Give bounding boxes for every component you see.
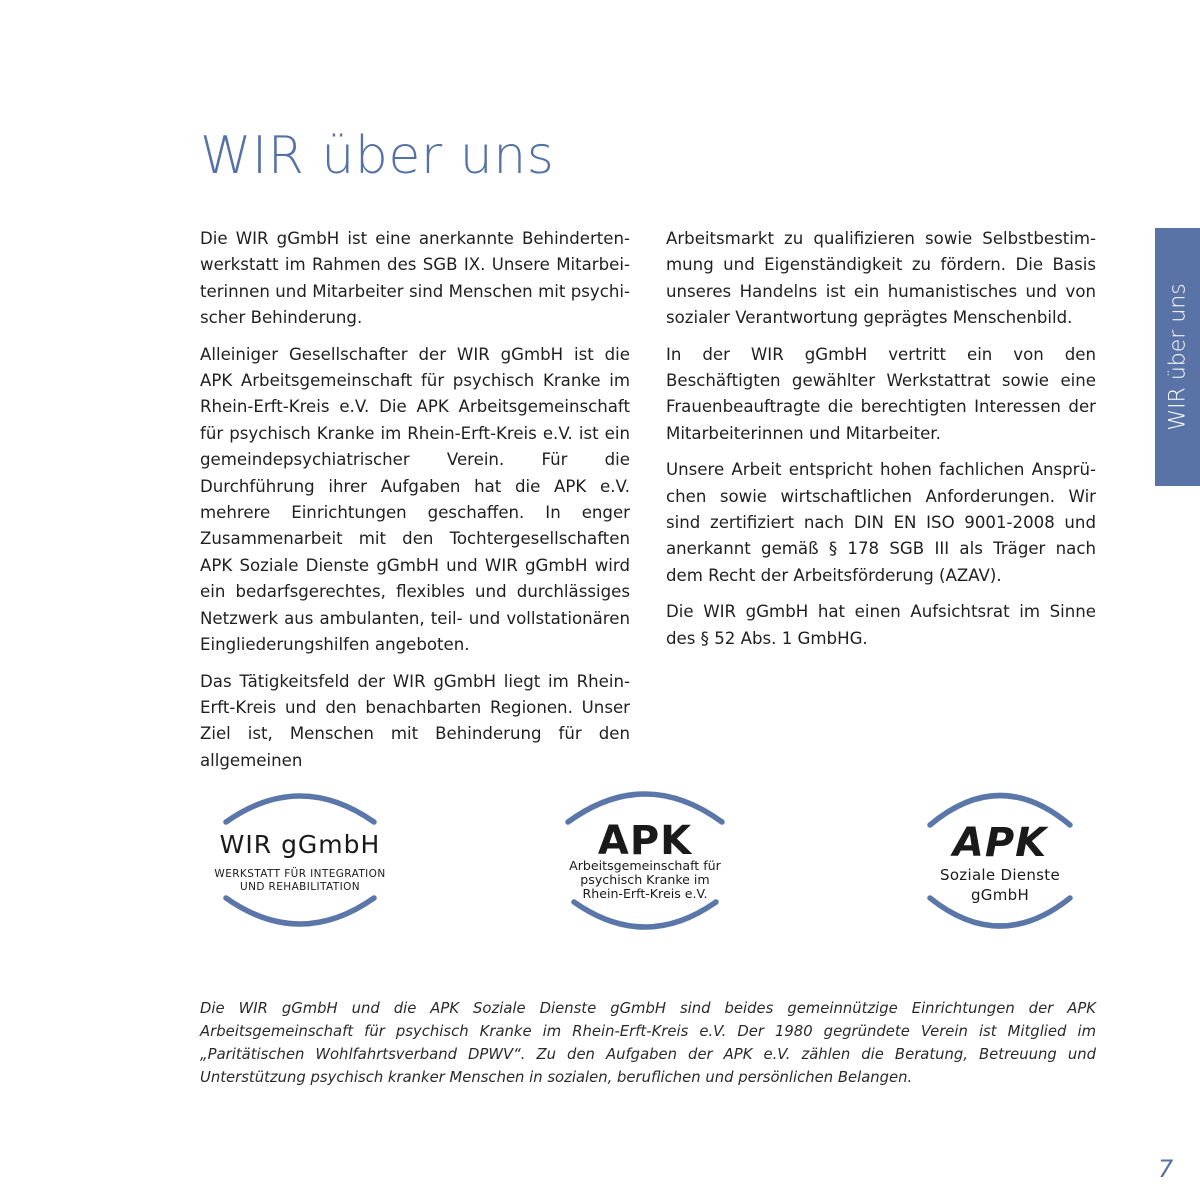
logo-subtitle-line: UND REHABILITATION xyxy=(239,881,360,893)
logo-subtitle-line: Rhein-Erft-Kreis e.V. xyxy=(582,886,708,901)
logo-subtitle xyxy=(920,865,1080,905)
logo-subtitle-line: Soziale Dienste xyxy=(940,866,1060,884)
paragraph: Die WIR gGmbH ist eine anerkannte Behindertenwerkstatt im Rahmen des SGB IX. Unsere Mitarbeiterinnen und Mitarbeiter sind Menschen mit psychischer Behinderung. xyxy=(200,229,630,328)
logo-wordmark: APK xyxy=(952,820,1048,866)
paragraph: Das Tätigkeitsfeld der WIR gGmbH liegt im Rhein-Erft-Kreis und den benachbarten Regionen. Unser Ziel ist, Menschen mit Behinderung für den allgemeinen xyxy=(200,671,630,770)
page-number: 7 xyxy=(1158,1155,1174,1183)
paragraph: Alleiniger Gesellschafter der WIR gGmbH ist die APK Arbeitsgemeinschaft für psychisch Kranke im Rhein-Erft-Kreis e.V. Die APK Arbeitsgemeinschaft für psychisch Kranke im Rhein-Erft-Kreis e.V. ist ein gemeindepsychiatrischer Verein. Für die Durchführung ihrer Aufgaben hat die APK e.V. mehrere Einrichtungen geschaffen. In enger Zusammenarbeit mit den Tochtergesellschaften APK Soziale Dienste gGmbH und WIR gGmbH wird ein bedarfsgerechtes, flexibles und durchlässiges Netzwerk aus ambulanten, teil- und vollstationären Eingliederungshilfen angeboten. xyxy=(200,344,630,655)
paragraph: Arbeitsmarkt zu qualifizieren sowie Selbstbestimmung und Eigenständigkeit zu fördern. Die Basis unseres Handelns ist ein humanistisches und von sozialer Verantwortung geprägtes Menschenbild. xyxy=(666,229,1096,328)
logo-subtitle-line: psychisch Kranke im xyxy=(580,872,710,887)
logo-subtitle-line: WERKSTATT FÜR INTEGRATION xyxy=(214,868,386,880)
paragraph: Unsere Arbeit entspricht hohen fachlichen Ansprüchen sowie wirtschaftlichen Anforderungen. Wir sind zertifiziert nach DIN EN ISO 9001-2008 und anerkannt gemäß § 178 SGB III als Träger nach dem Recht der Arbeitsförderung (AZAV). xyxy=(666,460,1096,585)
logo-arcs xyxy=(200,780,400,940)
apk-ev-logo xyxy=(560,780,730,940)
wir-ggmbh-logo xyxy=(200,780,400,940)
logo-subtitle-line: gGmbH xyxy=(970,886,1030,904)
paragraph: Die WIR gGmbH hat einen Aufsichtsrat im Sinne des § 52 Abs. 1 GmbHG. xyxy=(666,602,1096,648)
logo-wordmark: WIR gGmbH xyxy=(219,830,381,859)
side-tab-label: WIR über uns xyxy=(1165,283,1190,431)
logo-subtitle xyxy=(200,868,400,894)
logo-wordmark: APK xyxy=(597,818,693,864)
apk-soziale-dienste-logo xyxy=(920,780,1080,940)
paragraph: In der WIR gGmbH vertritt ein von den Beschäftigten gewählter Werkstattrat sowie eine Frauenbeauftragte die berechtigten Interessen der Mitarbeiterinnen und Mitarbeiter. xyxy=(666,344,1096,443)
logo-subtitle-line: Arbeitsgemeinschaft für xyxy=(569,858,721,873)
footnote: Die WIR gGmbH und die APK Soziale Dienste gGmbH sind beides gemeinnützige Einrichtungen der APK Arbeitsgemeinschaft für psychisch Kranke im Rhein-Erft-Kreis e.V. Der 1980 gegründete Verein ist Mitglied im „Paritätischen Wohlfahrtsverband DPWV“. Zu den Aufgaben der APK e.V. zählen die Beratung, Betreuung und Unterstützung psychisch kranker Menschen in sozialen, beruflichen und persönlichen Belangen. xyxy=(200,1000,1096,1086)
text-column-right xyxy=(666,226,1096,662)
logo-row xyxy=(0,780,1200,940)
logo-subtitle xyxy=(560,859,730,901)
page-title: WIR über uns xyxy=(200,126,555,186)
text-column-left xyxy=(200,226,630,784)
section-side-tab xyxy=(1155,228,1200,486)
